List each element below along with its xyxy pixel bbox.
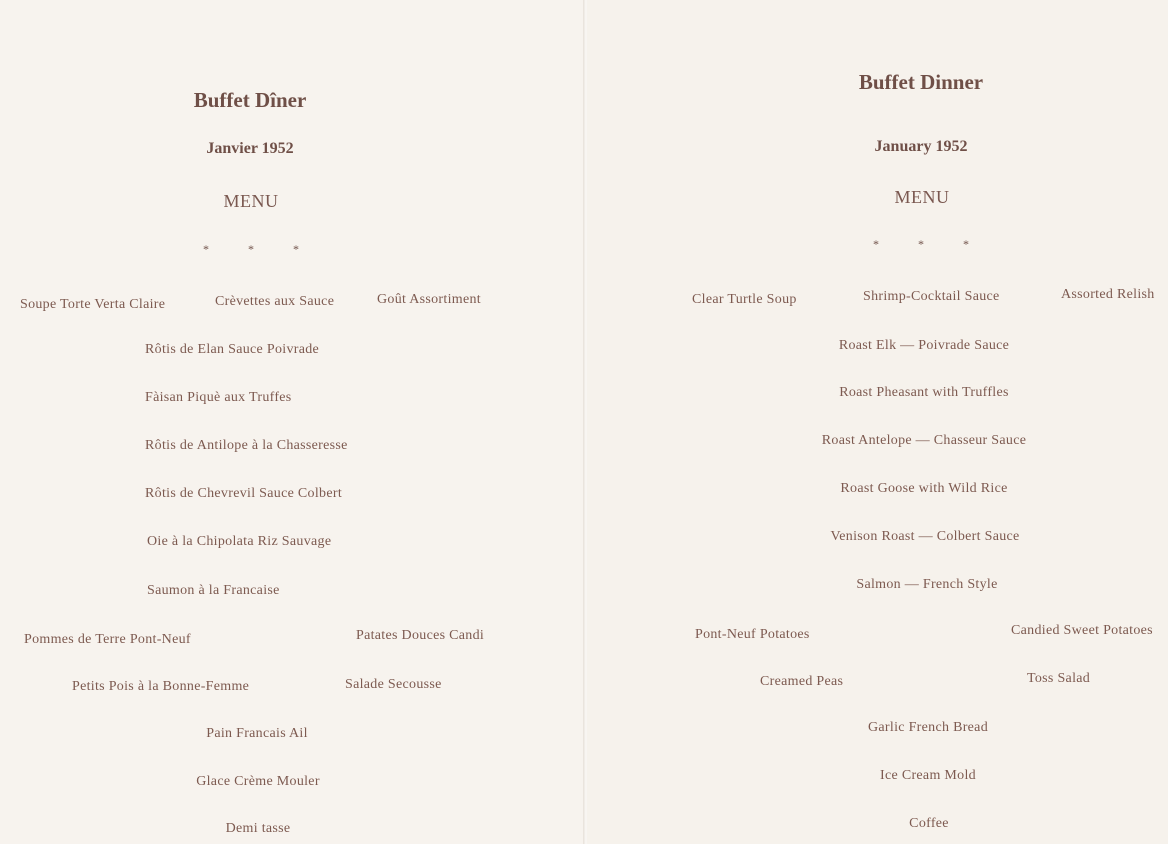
- finish-item: Glace Crème Mouler: [196, 774, 320, 789]
- english-menu-page: [587, 0, 1168, 844]
- starter-item: Clear Turtle Soup: [692, 292, 797, 307]
- menu-date: Janvier 1952: [206, 140, 294, 157]
- starter-item: Goût Assortiment: [377, 292, 481, 307]
- menu-heading: MENU: [223, 191, 279, 211]
- menu-title: Buffet Dinner: [858, 70, 984, 94]
- main-course-item: Saumon à la Francaise: [147, 583, 280, 598]
- main-course-item: Roast Antelope — Chasseur Sauce: [821, 433, 1027, 448]
- main-course-item: Venison Roast — Colbert Sauce: [830, 529, 1020, 544]
- menu-title: Buffet Dîner: [193, 88, 307, 112]
- starter-item: Shrimp-Cocktail Sauce: [863, 289, 1000, 304]
- side-dish-item: Pont-Neuf Potatoes: [695, 627, 810, 642]
- starter-item: Soupe Torte Verta Claire: [20, 297, 166, 312]
- side-dish-item: Salade Secousse: [345, 677, 442, 692]
- star-separator: * * *: [873, 237, 987, 251]
- side-dish-item: Toss Salad: [1027, 671, 1091, 686]
- menu-heading: MENU: [894, 187, 950, 207]
- main-course-item: Roast Pheasant with Truffles: [839, 385, 1009, 400]
- finish-item: Demi tasse: [225, 821, 291, 836]
- main-course-item: Fàisan Piquè aux Truffes: [145, 390, 292, 405]
- main-course-item: Rôtis de Antilope à la Chasseresse: [145, 438, 348, 453]
- main-course-item: Roast Goose with Wild Rice: [840, 481, 1008, 496]
- finish-item: Coffee: [909, 816, 949, 831]
- main-course-item: Salmon — French Style: [856, 577, 998, 592]
- side-dish-item: Petits Pois à la Bonne-Femme: [72, 679, 250, 694]
- finish-item: Ice Cream Mold: [880, 768, 976, 783]
- main-course-item: Rôtis de Elan Sauce Poivrade: [145, 342, 320, 357]
- starter-item: Crèvettes aux Sauce: [215, 294, 335, 309]
- side-dish-item: Creamed Peas: [760, 674, 844, 689]
- side-dish-item: Candied Sweet Potatoes: [1011, 623, 1153, 638]
- side-dish-item: Patates Douces Candi: [356, 628, 485, 643]
- side-dish-item: Pommes de Terre Pont-Neuf: [24, 632, 191, 647]
- main-course-item: Roast Elk — Poivrade Sauce: [838, 338, 1010, 353]
- menu-date: January 1952: [874, 138, 968, 155]
- star-separator: * * *: [203, 242, 317, 256]
- finish-item: Pain Francais Ail: [206, 726, 308, 741]
- main-course-item: Rôtis de Chevrevil Sauce Colbert: [145, 486, 343, 501]
- main-course-item: Oie à la Chipolata Riz Sauvage: [147, 534, 332, 549]
- finish-item: Garlic French Bread: [868, 720, 988, 735]
- starter-item: Assorted Relish: [1061, 287, 1155, 302]
